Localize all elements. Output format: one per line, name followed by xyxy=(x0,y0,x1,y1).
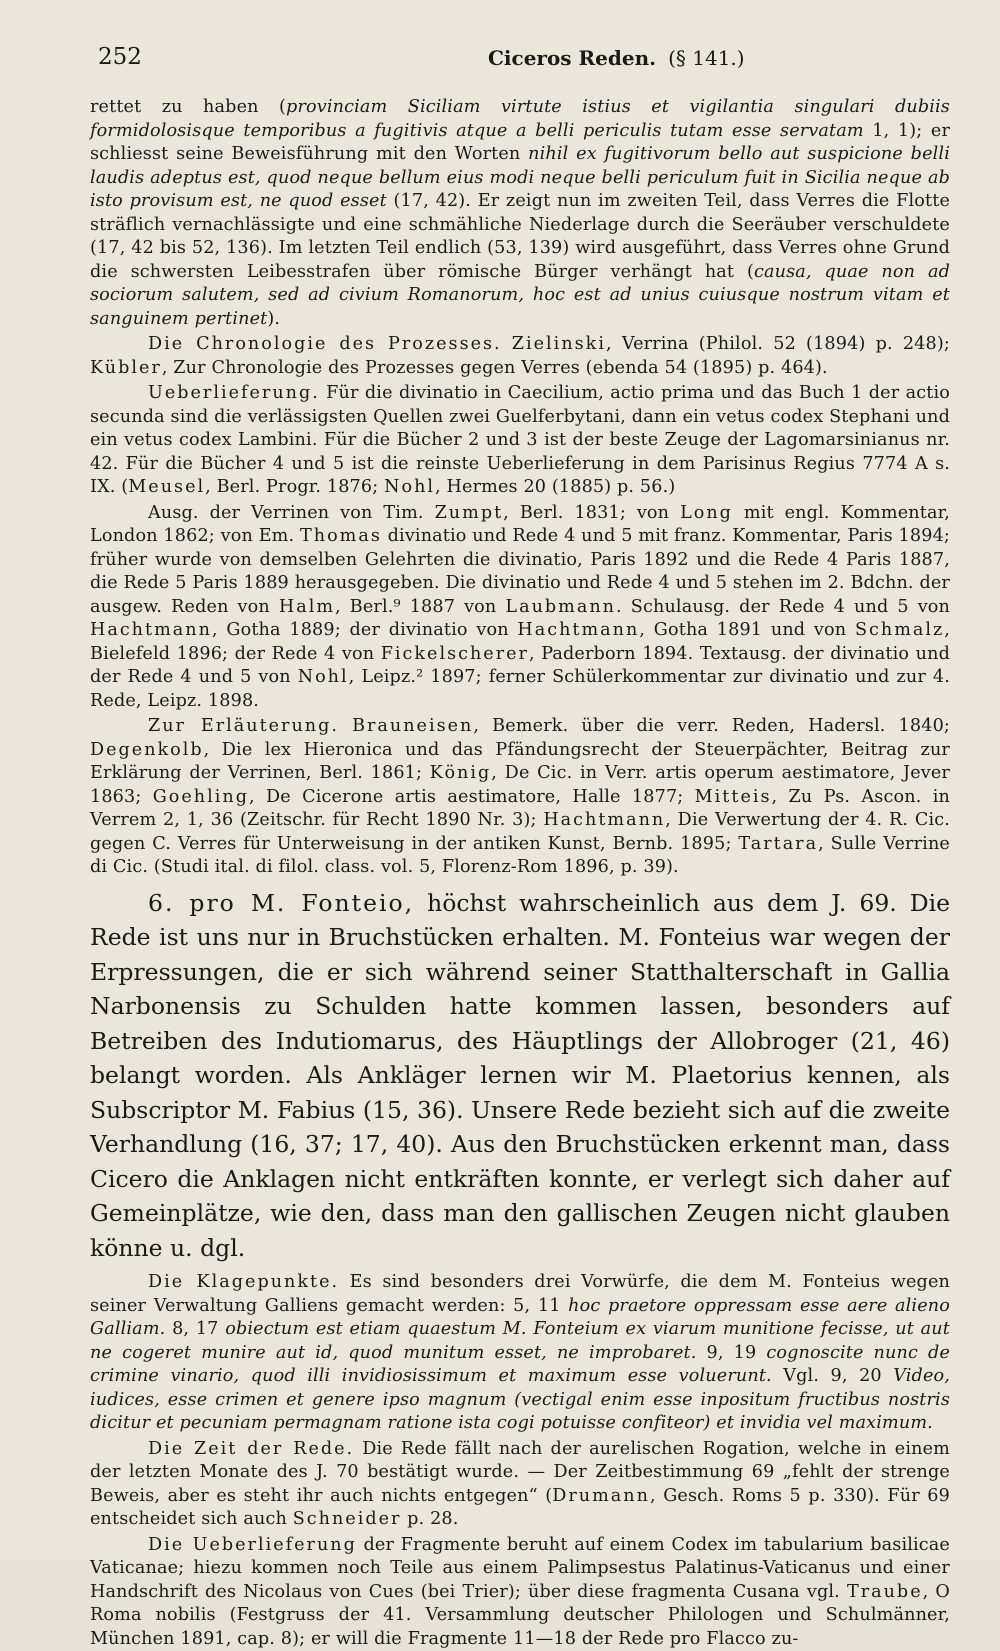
spaced-term: Goehling xyxy=(153,787,249,807)
paragraph-pro-fonteio xyxy=(90,886,950,1266)
text-run: mit engl. Kommentar, London 1862; von Em. xyxy=(90,503,950,547)
text-run: ). xyxy=(267,309,280,329)
running-title-text: Ciceros Reden. xyxy=(488,46,656,70)
text-run: höchst wahrscheinlich aus dem J. 69. Die Rede ist uns nur in Bruchstücken erhalten. M. Fonteius war wegen der Erpressungen, die er sich während seiner Statthalterschaft in Gallia Narbonensis zu Schulden hatte kommen lassen, besonders auf Betreiben des Indutiomarus, des Häuptlings der Allobroger (21, 46) belangt worden. Als Ankläger lernen wir M. Plaetorius kennen, als Subscriptor M. Fabius (15, 36). Unsere Rede bezieht sich auf die zweite Verhandlung (16, 37; 17, 40). Aus den Bruchstücken erkennt man, dass Cicero die Anklagen nicht entkräften konnte, er verlegt sich daher auf Gemeinplätze, wie den, dass man den gallischen Zeugen nicht glauben könne u. dgl. xyxy=(90,889,950,1262)
text-run: , Die Verwertung der 4. R. Cic. gegen C. Verres für Unterweisung in der antiken Kunst, Bernb. 1895; xyxy=(90,810,950,854)
latin-quote: obiectum est etiam quaestum M. Fonteium ex viarum munitione fecisse, ut aut ne cogeret munire aut id, quod munitum esset, ne improbaret. xyxy=(90,1319,950,1363)
spaced-term: Halm xyxy=(279,597,335,617)
text-run: 1, 1); er schliesst seine Beweisführung mit den Worten xyxy=(90,121,950,165)
spaced-term: Die Chronologie des Prozesses. xyxy=(148,334,502,354)
latin-quote: hoc praetore oppressam esse aere alieno Galliam. xyxy=(90,1296,950,1340)
latin-quote: provinciam Siciliam virtute istius et vigilantia singulari dubiis formidolosisque temporibus a fugitivis atque a belli periculis tutam esse servatam xyxy=(90,97,950,141)
text-run: Vgl. 9, 20 xyxy=(772,1366,893,1386)
paragraph-commentary xyxy=(90,715,950,880)
section-reference: (§ 141.) xyxy=(668,46,745,70)
text-run: , Zur Chronologie des Prozesses gegen Verres (ebenda 54 (1895) p. 464). xyxy=(162,358,828,378)
spaced-term: Degenkolb xyxy=(90,740,204,760)
text-run: , Paderborn 1894. Textausg. der divinatio und der Rede 4 und 5 von xyxy=(90,644,950,688)
text-run: der Fragmente beruht auf einem Codex im tabularium basilicae Vaticanae; hiezu kommen noch Teile aus einem Palimpsestus Palatinus-Vaticanus und einer Handschrift des Nicolaus von Cues (bei Trier); über diese fragmenta Cusana vgl. xyxy=(90,1535,950,1602)
paragraph-date-of-speech xyxy=(90,1438,950,1532)
page-number: 252 xyxy=(98,44,142,70)
spaced-term: Tartara xyxy=(738,834,818,854)
text-run: , Hermes 20 (1885) p. 56.) xyxy=(435,477,675,497)
spaced-term: Nohl xyxy=(298,667,349,687)
spaced-term: Zur Erläuterung. xyxy=(148,716,339,736)
text-run: , Berl. Progr. 1876; xyxy=(205,477,384,497)
text-run: , Bielefeld 1896; der Rede 4 von xyxy=(90,620,950,664)
text-run: Für die divinatio in Caecilium, actio prima und das Buch 1 der actio secunda sind die verlässigsten Quellen zwei Guelferbytani, dann ein vetus codex Stephani und ein vetus codex Lambini. Für die Bücher 2 und 3 ist der beste Zeuge der Lagomarsinianus nr. 42. Für die Bücher 4 und 5 ist die reinste Ueberlieferung in dem Parisinus Regius 7774 A s. IX. ( xyxy=(90,383,950,497)
text-run: rettet zu haben ( xyxy=(90,97,286,117)
paragraph-fragment-transmission xyxy=(90,1534,950,1651)
spaced-term: Thomas xyxy=(300,526,382,546)
text-run: , Die lex Hieronica und das Pfändungsrecht der Steuerpächter, Beitrag zur Erklärung der Verrinen, Berl. 1861; xyxy=(90,740,950,784)
spaced-term: Meusel xyxy=(128,477,205,497)
text-run: , Berl. 1831; von xyxy=(503,503,680,523)
spaced-term: 6. pro M. Fonteio, xyxy=(148,889,414,917)
spaced-term: Kübler xyxy=(90,358,162,378)
spaced-term: Ueberlieferung. xyxy=(148,383,320,403)
spaced-term: Brauneisen xyxy=(352,716,473,736)
text-run: , O Roma nobilis (Festgruss der 41. Versammlung deutscher Philologen und Schulmänner, München 1891, cap. 8); er will die Fragmente 11—18 der Rede pro Flacco zu- xyxy=(90,1582,950,1649)
spaced-term: Nohl xyxy=(384,477,435,497)
text-run: , Gesch. Roms 5 p. 330). Für 69 entscheidet sich auch xyxy=(90,1486,950,1530)
spaced-term: Zielinski xyxy=(512,334,606,354)
text-run: , Bemerk. über die verr. Reden, Hadersl. 1840; xyxy=(473,716,950,736)
text-run: , Sulle Verrine di Cic. (Studi ital. di filol. class. vol. 5, Florenz-Rom 1896, p. 39). xyxy=(90,834,950,878)
spaced-term: Die Klagepunkte. xyxy=(148,1272,339,1292)
spaced-term: Laubmann xyxy=(505,597,616,617)
running-header xyxy=(88,44,938,84)
latin-quote: nihil ex fugitivorum bello aut suspicione belli laudis adeptus est, quod neque bellum eius modi neque belli periculum fuit in Sicilia neque ab isto provisum est, ne quod esset xyxy=(90,144,950,211)
text-run: Die Rede fällt nach der aurelischen Rogation, welche in einem der letzten Monate des J. 70 bestätigt wurde. — Der Zeitbestimmung 69 „fehlt der strenge Beweis, aber es steht ihr auch nichts entgegen“ ( xyxy=(90,1439,950,1506)
text-run: 8, 17 xyxy=(165,1319,225,1339)
text-run: divinatio und Rede 4 und 5 mit franz. Kommentar, Paris 1894; früher wurde von demselben Gelehrten die divinatio, Paris 1892 und die Rede 4 Paris 1887, die Rede 5 Paris 1889 herausgegeben. Die divinatio und Rede 4 und 5 stehen im 2. Bdchn. der ausgew. Reden von xyxy=(90,526,950,617)
spaced-term: Schmalz xyxy=(855,620,944,640)
text-run: Ausg. der Verrinen von Tim. xyxy=(148,503,435,523)
spaced-term: Hachtmann xyxy=(517,620,639,640)
spaced-term: Fickelscherer xyxy=(381,644,529,664)
text-run: , De Cic. in Verr. artis operum aestimatore, Jever 1863; xyxy=(90,763,950,807)
text-run: , Gotha 1891 und von xyxy=(639,620,855,640)
text-run xyxy=(339,716,352,736)
spaced-term: Die Ueberlieferung xyxy=(148,1535,357,1555)
paragraph-charges xyxy=(90,1271,950,1436)
running-title xyxy=(488,46,745,70)
text-run xyxy=(502,334,512,354)
spaced-term: Long xyxy=(680,503,733,523)
text-run: 9, 19 xyxy=(697,1343,767,1363)
paragraph-chronology xyxy=(90,333,950,380)
spaced-term: Hachtmann xyxy=(90,620,212,640)
paragraph-verrines-continuation xyxy=(90,96,950,331)
text-run: , Zu Ps. Ascon. in Verrem 2, 1, 36 (Zeitschr. für Recht 1890 Nr. 3); xyxy=(90,787,950,831)
spaced-term: Die Zeit der Rede. xyxy=(148,1439,354,1459)
text-run: , Leipz.² 1897; ferner Schülerkommentar zur divinatio und zur 4. Rede, Leipz. 1898. xyxy=(90,667,950,711)
latin-quote: cognoscite nunc de crimine vinario, quod illi invidiosissimum et maximum esse voluerunt. xyxy=(90,1343,950,1387)
text-run: (17, 42). Er zeigt nun im zweiten Teil, dass Verres die Flotte sträflich vernachlässigte und eine schmähliche Niederlage durch die Seeräuber verschuldete (17, 42 bis 52, 136). Im letzten Teil endlich (53, 139) wird ausgeführt, dass Verres ohne Grund die schwersten Leibesstrafen über römische Bürger verhängt hat ( xyxy=(90,191,950,282)
text-run: , Berl.⁹ 1887 von xyxy=(335,597,505,617)
text-run: , Gotha 1889; der divinatio von xyxy=(212,620,517,640)
spaced-term: Schneider xyxy=(293,1509,402,1529)
latin-quote: Video, iudices, esse crimen et genere ipso magnum (vectigal enim esse inpositum fructibus nostris dicitur et pecuniam permagnam ratione ista cogi potuisse confiteor) et invidia vel maximum. xyxy=(90,1366,950,1433)
spaced-term: Hachtmann xyxy=(543,810,665,830)
spaced-term: Traube xyxy=(847,1582,923,1602)
text-run: , Verrina (Philol. 52 (1894) p. 248); xyxy=(606,334,950,354)
spaced-term: Zumpt xyxy=(435,503,504,523)
spaced-term: Mitteis xyxy=(695,787,772,807)
spaced-term: König xyxy=(430,763,491,783)
text-run: p. 28. xyxy=(401,1509,458,1529)
spaced-term: Drumann xyxy=(552,1486,650,1506)
page-body xyxy=(90,96,950,1651)
text-run: , De Cicerone artis aestimatore, Halle 1877; xyxy=(249,787,695,807)
text-run: Es sind besonders drei Vorwürfe, die dem M. Fonteius wegen seiner Verwaltung Galliens gemacht werden: 5, 11 xyxy=(90,1272,950,1316)
paragraph-transmission xyxy=(90,382,950,500)
paragraph-editions xyxy=(90,502,950,714)
latin-quote: causa, quae non ad sociorum salutem, sed ad civium Romanorum, hoc est ad unius cuiusque nostrum vitam et sanguinem pertinet xyxy=(90,262,950,329)
text-run: . Schulausg. der Rede 4 und 5 von xyxy=(616,597,950,617)
